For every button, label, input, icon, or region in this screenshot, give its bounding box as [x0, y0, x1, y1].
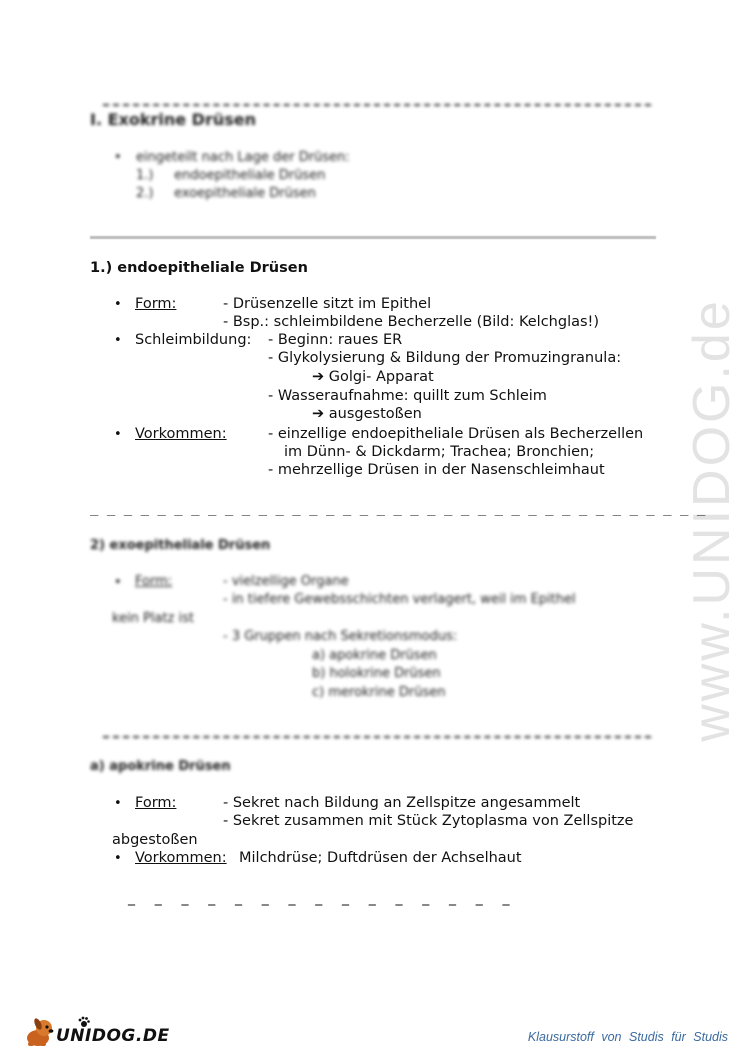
apo-form-line: - Sekret nach Bildung an Zellspitze angesammelt: [223, 795, 581, 811]
heading-apokrine: a) apokrine Drüsen: [90, 759, 231, 774]
exo-subitem: a) apokrine Drüsen: [312, 648, 437, 663]
exo-subitem: b) holokrine Drüsen: [312, 666, 441, 681]
heading-exoepitheliale: 2) exoepitheliale Drüsen: [90, 538, 271, 553]
endo-form-line: - Drüsenzelle sitzt im Epithel: [223, 296, 432, 312]
schleim-line: - Glykolysierung & Bildung der Promuzingranula:: [268, 350, 622, 366]
exo-subitem: c) merokrine Drüsen: [312, 685, 446, 700]
exo-line: - 3 Gruppen nach Sekretionsmodus:: [223, 629, 458, 644]
top-dashed-rule: [103, 104, 651, 106]
bullet-icon: •: [114, 297, 122, 312]
section1-bullet-text: eingeteilt nach Lage der Drüsen:: [136, 150, 350, 165]
dog-icon: [22, 1014, 58, 1050]
vork-line: im Dünn- & Dickdarm; Trachea; Bronchien;: [284, 444, 595, 460]
label-vorkommen: Vorkommen:: [135, 426, 227, 442]
bullet-icon: •: [114, 427, 122, 442]
exo-line: - in tiefere Gewebsschichten verlagert, weil im Epithel: [223, 592, 576, 607]
label-schleimbildung: Schleimbildung:: [135, 332, 252, 348]
label-form: Form:: [135, 574, 173, 589]
dashed-rule: [103, 736, 651, 738]
label-form: Form:: [135, 296, 177, 312]
schleim-line: - Beginn: raues ER: [268, 332, 403, 348]
schleim-arrow-line: ➔ Golgi- Apparat: [312, 369, 434, 385]
section-heading-exokrine: I. Exokrine Drüsen: [90, 110, 256, 129]
section1-item: 1.) endoepitheliale Drüsen: [136, 168, 326, 183]
footer-tagline: Klausurstoff von Studis für Studis: [527, 1030, 728, 1044]
endo-form-line: - Bsp.: schleimbildene Becherzelle (Bild: Kelchglas!): [223, 314, 600, 330]
bullet-icon: •: [114, 851, 122, 866]
bullet-icon: •: [114, 333, 122, 348]
dashed-separator: _ _ _ _ _ _ _ _ _ _ _ _ _ _ _: [128, 890, 512, 906]
logo-text: UNIDOG.DE: [56, 1026, 170, 1046]
bullet-icon: •: [114, 575, 122, 590]
vork-line: - einzellige endoepitheliale Drüsen als Becherzellen: [268, 426, 644, 442]
vork-line: - mehrzellige Drüsen in der Nasenschleimhaut: [268, 462, 605, 478]
exo-line: - vielzellige Organe: [223, 574, 349, 589]
dashed-separator: _ _ _ _ _ _ _ _ _ _ _ _ _ _ _ _ _ _ _ _ _ _ _ _ _ _ _ _ _ _ _ _ _ _ _ _ _: [90, 500, 706, 516]
label-form: Form:: [135, 795, 177, 811]
unidog-logo[interactable]: [22, 1014, 170, 1050]
apo-vork-text: Milchdrüse; Duftdrüsen der Achselhaut: [239, 850, 522, 866]
horizontal-rule: [90, 236, 656, 239]
schleim-arrow-line: ➔ ausgestoßen: [312, 406, 422, 422]
section1-item: 2.) exoepitheliale Drüsen: [136, 186, 316, 201]
heading-endoepitheliale: 1.) endoepitheliale Drüsen: [90, 260, 308, 276]
apo-form-line: abgestoßen: [112, 832, 198, 848]
label-vorkommen: Vorkommen:: [135, 850, 227, 866]
watermark: www.UNIDOG.de: [683, 298, 741, 742]
bullet-icon: •: [114, 796, 122, 811]
bullet-icon: •: [114, 150, 122, 165]
apo-form-line: - Sekret zusammen mit Stück Zytoplasma von Zellspitze: [223, 813, 634, 829]
exo-line: kein Platz ist: [112, 611, 194, 626]
schleim-line: - Wasseraufnahme: quillt zum Schleim: [268, 388, 547, 404]
